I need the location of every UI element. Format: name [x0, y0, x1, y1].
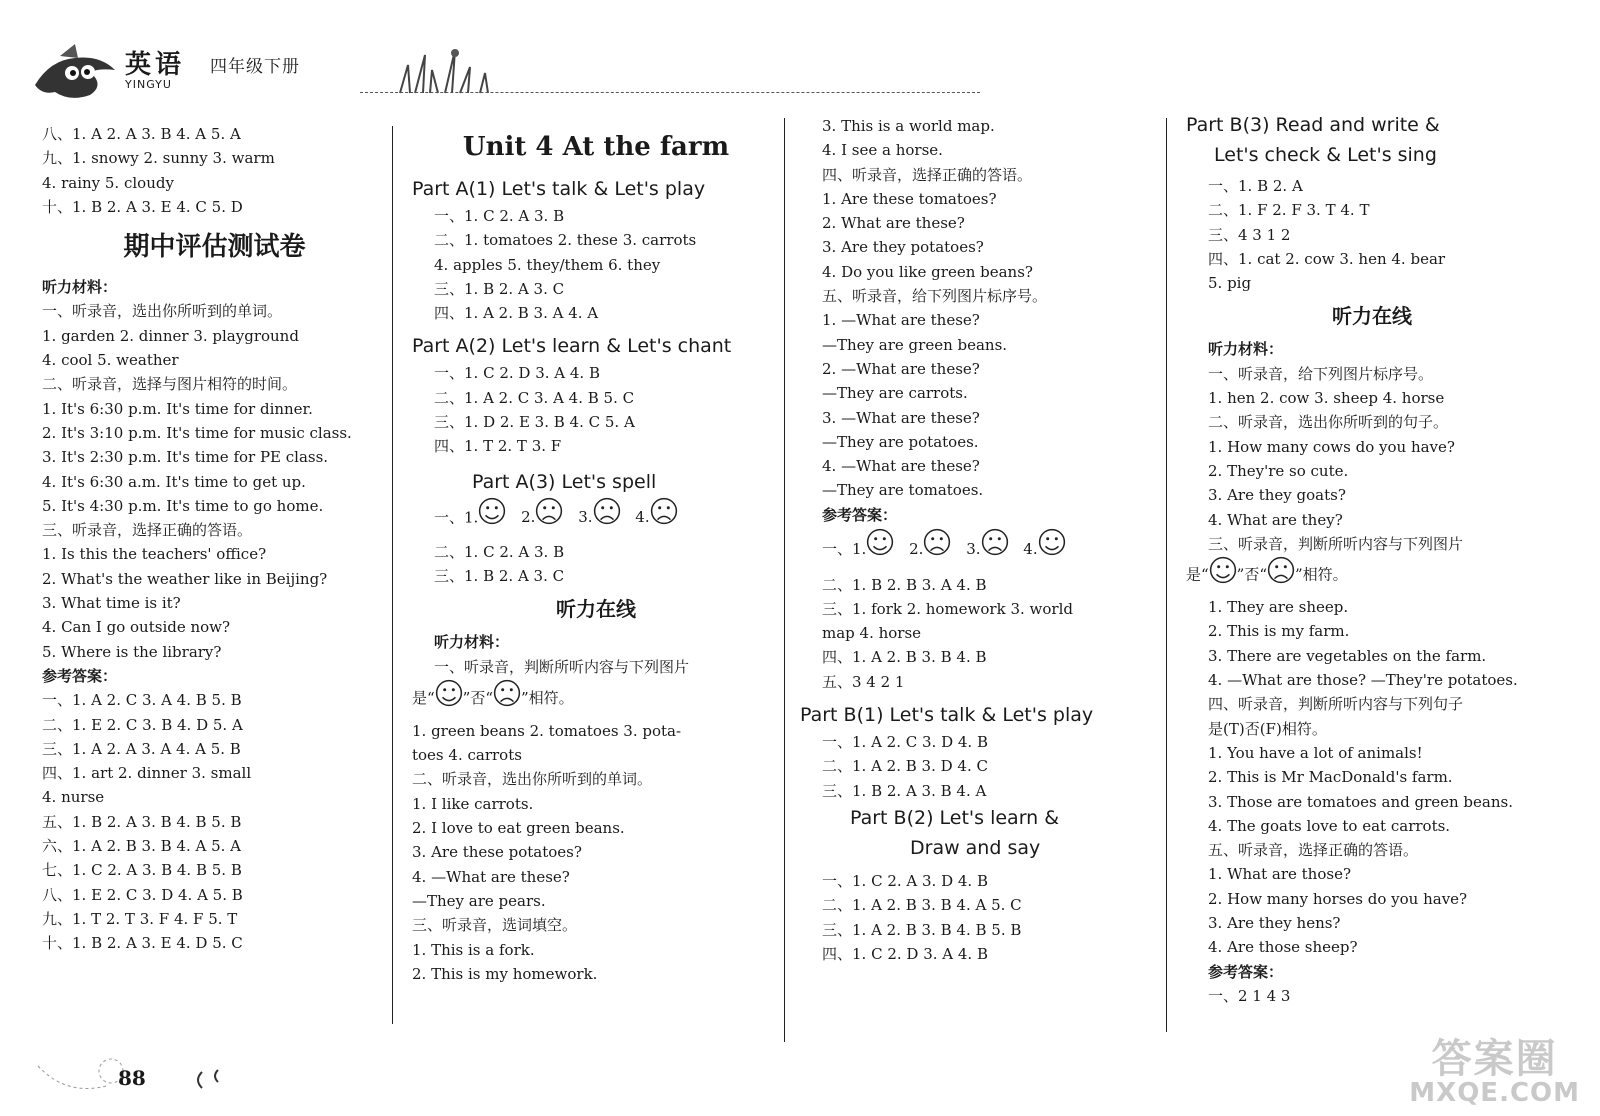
- face-icon: [650, 497, 678, 540]
- text-line: 一、1. C 2. A 3. B: [434, 207, 565, 225]
- text-line: 四、听录音，判断所听内容与下列句子: [1208, 695, 1464, 714]
- column-divider: [1166, 118, 1167, 1032]
- text-line: 1. Are these tomatoes?: [822, 189, 997, 208]
- answer-lines: [1186, 174, 1558, 295]
- listening-material: [1186, 595, 1558, 959]
- text-line: 3. —What are these?: [822, 408, 980, 427]
- part-heading: Let's check & Let's sing: [1214, 144, 1437, 166]
- text-line: 三、1. A 2. A 3. A 4. A 5. B: [42, 739, 241, 758]
- text-line: 五、听录音，选择正确的答语。: [1208, 841, 1419, 860]
- column-2: [412, 126, 780, 986]
- answers-label: 参考答案：: [1208, 962, 1284, 981]
- text-line: toes 4. carrots: [412, 746, 522, 765]
- sad-face-icon: [1267, 556, 1295, 595]
- legend-text: 是“: [1186, 565, 1209, 584]
- text-line: 4. rainy 5. cloudy: [42, 173, 174, 192]
- text-line: 4. —What are these?: [412, 867, 570, 886]
- face-number: 3.: [578, 508, 593, 527]
- text-line: 1. What are those?: [1208, 865, 1351, 884]
- text-line: 二、1. C 2. A 3. B: [434, 542, 565, 561]
- answer-lines: [42, 688, 387, 955]
- text-line: 4. Are those sheep?: [1208, 938, 1358, 957]
- text-line: 3. Are these potatoes?: [412, 843, 582, 862]
- answer-lines: [412, 204, 780, 325]
- answer-lines: [412, 361, 780, 458]
- header-rule: [360, 92, 980, 93]
- text-line: 五、1. B 2. A 3. B 4. B 5. B: [42, 812, 242, 831]
- materials-label: 听力材料：: [434, 633, 510, 652]
- text-line: 2. What are these?: [822, 214, 965, 233]
- watermark-brand: 答案圈: [1431, 1036, 1558, 1082]
- text-line: 二、1. F 2. F 3. T 4. T: [1208, 201, 1370, 220]
- watermark-url: MXQE.COM: [1409, 1078, 1580, 1108]
- text-line: 二、听录音，选出你所听到的句子。: [1208, 413, 1449, 432]
- text-line: 4. apples 5. they/them 6. they: [434, 255, 661, 274]
- column-1: [42, 122, 387, 956]
- text-line: 八、1. A 2. A 3. B 4. A 5. A: [42, 125, 241, 143]
- text-line: 5. It's 4:30 p.m. It's time to go home.: [42, 496, 324, 515]
- text-line: —They are pears.: [412, 891, 546, 910]
- text-line: 二、听录音，选出你所听到的单词。: [412, 770, 653, 789]
- face-number: 2.: [521, 508, 536, 527]
- part-heading: Part A(2) Let's learn & Let's chant: [412, 335, 732, 358]
- face-icon: [1038, 528, 1066, 573]
- answer-lines: [412, 540, 780, 589]
- text-line: 九、1. snowy 2. sunny 3. warm: [42, 149, 275, 168]
- text-line: 3. Are they hens?: [1208, 914, 1341, 933]
- text-line: 三、1. fork 2. homework 3. world: [822, 599, 1073, 618]
- text-line: 4. Do you like green beans?: [822, 262, 1033, 281]
- text-line: 1. It's 6:30 p.m. It's time for dinner.: [42, 399, 313, 418]
- face-icon: [866, 528, 894, 573]
- face-number: 1.: [464, 508, 479, 527]
- text-line: 一、1. C 2. D 3. A 4. B: [434, 364, 600, 383]
- text-line: 3. Are they goats?: [1208, 486, 1346, 505]
- text-line: 二、1. A 2. B 3. B 4. A 5. C: [822, 896, 1022, 915]
- text-line: 4. I see a horse.: [822, 141, 943, 160]
- text-line: 4. What are they?: [1208, 510, 1343, 529]
- text-line: 二、1. B 2. B 3. A 4. B: [822, 575, 987, 594]
- text-line: 2. It's 3:10 p.m. It's time for music class.: [42, 423, 352, 442]
- text-line: 4. —What are those? —They're potatoes.: [1208, 671, 1518, 690]
- column-4: [1186, 110, 1558, 1008]
- text-line: 五、听录音，给下列图片标序号。: [822, 287, 1048, 306]
- text-line: 是(T)否(F)相符。: [1208, 719, 1327, 738]
- listening-material: [412, 719, 780, 986]
- text-line: 4. nurse: [42, 788, 105, 807]
- text-line: 二、听录音，选择与图片相符的时间。: [42, 375, 298, 394]
- unit-title: Unit 4 At the farm: [462, 132, 730, 162]
- text-line: 三、1. B 2. A 3. C: [434, 279, 565, 298]
- text-line: 1. You have a lot of animals!: [1208, 743, 1423, 762]
- legend-text: ”否“: [462, 688, 494, 707]
- text-line: 三、1. D 2. E 3. B 4. C 5. A: [434, 413, 635, 432]
- text-line: 三、1. A 2. B 3. B 4. B 5. B: [822, 920, 1022, 939]
- text-line: 三、听录音，判断所听内容与下列图片: [1208, 534, 1464, 553]
- text-line: 一、1. A 2. C 3. D 4. B: [822, 733, 988, 752]
- face-number: 2.: [909, 540, 924, 559]
- text-line: 4. It's 6:30 a.m. It's time to get up.: [42, 472, 306, 491]
- part-heading: Part A(3) Let's spell: [472, 470, 657, 493]
- text-line: 2. How many horses do you have?: [1208, 889, 1468, 908]
- text-line: 2. They're so cute.: [1208, 461, 1349, 480]
- legend-text: ”相符。: [521, 688, 574, 707]
- column-3: [800, 114, 1162, 966]
- face-number: 1.: [852, 540, 867, 559]
- text-line: 3. This is a world map.: [822, 117, 995, 135]
- face-number: 4.: [1023, 540, 1038, 559]
- text-line: 二、1. tomatoes 2. these 3. carrots: [434, 231, 697, 250]
- answer-lines: [800, 573, 1162, 694]
- answers-label: 参考答案：: [42, 666, 118, 685]
- text-line: 2. This is my homework.: [412, 964, 598, 983]
- face-icon: [478, 497, 506, 540]
- answer-line: 一、2 1 4 3: [1208, 986, 1291, 1005]
- part-heading: Part B(1) Let's talk & Let's play: [800, 704, 1094, 727]
- grade-label: 四年级下册: [210, 57, 300, 77]
- text-line: 2. —What are these?: [822, 359, 980, 378]
- face-icon: [981, 528, 1009, 573]
- text-line: 2. What's the weather like in Beijing?: [42, 569, 328, 588]
- text-line: 五、3 4 2 1: [822, 672, 905, 691]
- text-line: 1. This is a fork.: [412, 940, 535, 959]
- text-line: map 4. horse: [822, 624, 922, 643]
- text-line: 2. This is Mr MacDonald's farm.: [1208, 768, 1453, 787]
- text-line: 3. What time is it?: [42, 594, 181, 613]
- text-line: 四、听录音，选择正确的答语。: [822, 165, 1033, 184]
- text-line: 二、1. A 2. B 3. D 4. C: [822, 757, 988, 776]
- face-legend: [412, 679, 780, 719]
- text-line: —They are green beans.: [822, 335, 1008, 354]
- text-line: 四、1. A 2. B 3. B 4. B: [822, 648, 987, 667]
- moon-decoration-icon: [190, 1068, 230, 1092]
- faces-row: [412, 497, 780, 540]
- text-line: 1. How many cows do you have?: [1208, 437, 1455, 456]
- watermark: [1409, 1027, 1580, 1108]
- answer-lines: [800, 730, 1162, 803]
- text-line: 四、1. C 2. D 3. A 4. B: [822, 944, 988, 963]
- text-line: 十、1. B 2. A 3. E 4. C 5. D: [42, 197, 243, 216]
- face-number: 3.: [966, 540, 981, 559]
- text-line: 1. I like carrots.: [412, 794, 534, 813]
- text-line: 一、1. C 2. A 3. D 4. B: [822, 871, 988, 890]
- text-line: 二、1. E 2. C 3. B 4. D 5. A: [42, 715, 243, 734]
- text-line: 三、听录音，选词填空。: [412, 916, 578, 935]
- listening-material: [1186, 362, 1558, 556]
- column-divider: [784, 118, 785, 1042]
- text-line: 一、1. A 2. C 3. A 4. B 5. B: [42, 691, 242, 710]
- part-heading: Part B(3) Read and write &: [1186, 114, 1440, 136]
- happy-face-icon: [1209, 556, 1237, 595]
- text-line: 八、1. E 2. C 3. D 4. A 5. B: [42, 885, 243, 904]
- text-line: 一、1. B 2. A: [1208, 177, 1303, 195]
- text-line: 四、1. A 2. B 3. A 4. A: [434, 304, 599, 323]
- legend-text: ”否“: [1236, 565, 1268, 584]
- page-number: 88: [118, 1066, 146, 1090]
- text-line: 2. This is my farm.: [1208, 622, 1350, 641]
- text-line: 1. They are sheep.: [1208, 598, 1349, 617]
- part-heading: Part A(1) Let's talk & Let's play: [412, 178, 706, 200]
- text-line: 三、1. B 2. A 3. B 4. A: [822, 781, 987, 800]
- text-line: 九、1. T 2. T 3. F 4. F 5. T: [42, 909, 238, 928]
- text-line: 一、听录音，选出你所听到的单词。: [42, 302, 283, 321]
- materials-label: 听力材料：: [42, 278, 118, 297]
- face-number: 4.: [635, 508, 650, 527]
- text-line: 5. Where is the library?: [42, 642, 222, 661]
- part-heading: Part B(2) Let's learn &: [850, 806, 1060, 829]
- sad-face-icon: [493, 679, 521, 719]
- text-line: 三、1. B 2. A 3. C: [434, 566, 565, 585]
- face-icon: [593, 497, 621, 540]
- row-prefix: 一、: [822, 540, 853, 559]
- text-line: 3. There are vegetables on the farm.: [1208, 646, 1487, 665]
- text-line: 二、1. A 2. C 3. A 4. B 5. C: [434, 388, 635, 407]
- column-divider: [392, 126, 393, 1024]
- part-heading: Draw and say: [910, 836, 1041, 859]
- text-line: —They are tomatoes.: [822, 481, 984, 500]
- face-icon: [923, 528, 951, 573]
- materials-label: 听力材料：: [1208, 340, 1284, 359]
- text-line: 三、听录音，选择正确的答语。: [42, 521, 253, 540]
- text-line: 2. I love to eat green beans.: [412, 819, 625, 838]
- text-line: 4. cool 5. weather: [42, 351, 179, 370]
- face-legend: [1186, 556, 1558, 595]
- happy-face-icon: [435, 679, 463, 719]
- answer-lines: [800, 869, 1162, 966]
- exam-title: 期中评估测试卷: [123, 232, 306, 263]
- text-line: 3. Those are tomatoes and green beans.: [1208, 792, 1513, 811]
- text-line: 三、4 3 1 2: [1208, 225, 1291, 244]
- grass-decoration-icon: [390, 45, 510, 95]
- text-line: 四、1. art 2. dinner 3. small: [42, 764, 252, 783]
- section-title: 听力在线: [556, 597, 636, 622]
- text-line: 1. garden 2. dinner 3. playground: [42, 326, 299, 345]
- text-line: 3. It's 2:30 p.m. It's time for PE class.: [42, 448, 329, 467]
- listening-material: [42, 299, 387, 663]
- text-line: 3. Are they potatoes?: [822, 238, 984, 257]
- text-line: 七、1. C 2. A 3. B 4. B 5. B: [42, 861, 242, 880]
- listening-material: [800, 114, 1162, 503]
- text-line: 六、1. A 2. B 3. B 4. A 5. A: [42, 837, 242, 856]
- text-line: 1. —What are these?: [822, 311, 980, 330]
- answer-lines: [42, 122, 387, 219]
- section-title: 听力在线: [1332, 304, 1412, 329]
- text-line: 1. Is this the teachers' office?: [42, 545, 267, 564]
- legend-text: ”相符。: [1295, 565, 1348, 584]
- text-line: 四、1. cat 2. cow 3. hen 4. bear: [1208, 249, 1446, 268]
- face-icon: [535, 497, 563, 540]
- instruction-line: 一、听录音，判断所听内容与下列图片: [434, 657, 690, 676]
- text-line: 四、1. T 2. T 3. F: [434, 437, 562, 456]
- subject-title: 英语: [125, 50, 186, 80]
- text-line: 4. The goats love to eat carrots.: [1208, 816, 1451, 835]
- text-line: 1. green beans 2. tomatoes 3. pota-: [412, 721, 682, 740]
- text-line: 4. —What are these?: [822, 457, 980, 476]
- faces-row: [800, 527, 1162, 573]
- answers-label: 参考答案：: [822, 505, 898, 524]
- text-line: 十、1. B 2. A 3. E 4. D 5. C: [42, 934, 243, 953]
- text-line: 4. Can I go outside now?: [42, 618, 231, 637]
- subject-pinyin: YINGYU: [125, 78, 172, 91]
- page-header: [30, 40, 980, 110]
- text-line: 1. hen 2. cow 3. sheep 4. horse: [1208, 389, 1445, 408]
- legend-text: 是“: [412, 688, 435, 707]
- row-prefix: 一、: [434, 508, 465, 527]
- text-line: —They are carrots.: [822, 384, 968, 403]
- text-line: —They are potatoes.: [822, 432, 979, 451]
- text-line: 5. pig: [1208, 274, 1252, 293]
- owl-mascot-icon: [30, 40, 120, 100]
- text-line: 一、听录音，给下列图片标序号。: [1208, 364, 1434, 383]
